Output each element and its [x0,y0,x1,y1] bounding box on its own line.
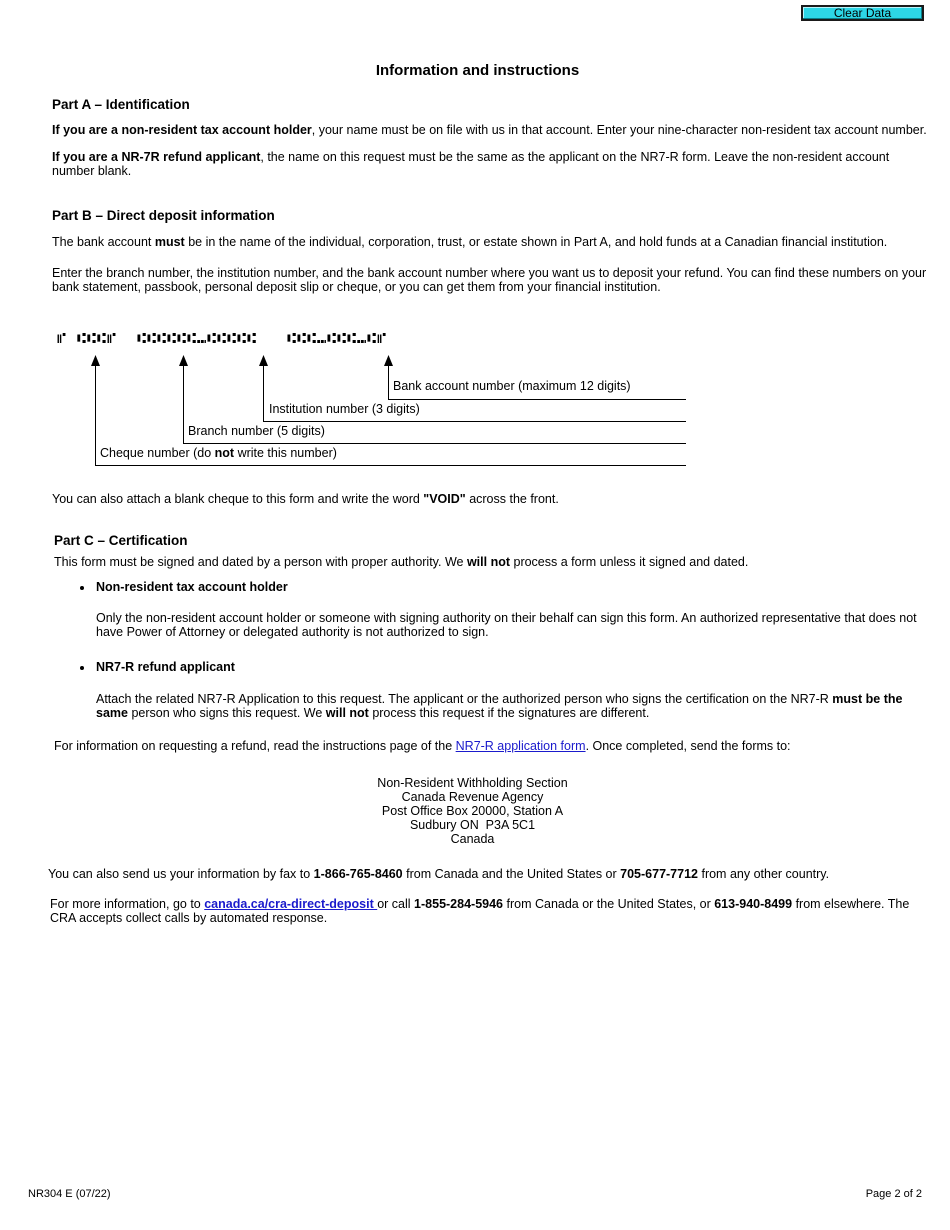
cheque-arrow-icon [91,355,100,366]
address-line: Canada [450,832,495,846]
institution-label: Institution number (3 digits) [269,402,420,416]
more-info: For more information, go to canada.ca/cra-direct-deposit or call 1-855-284-5946 from Canada or the United States, or 613-940-8499 from elsewhere. The CRA accepts collect calls by automated response. [50,897,910,925]
fax-info: You can also send us your information by fax to 1-866-765-8460 from Canada and the United States or 705-677-7712 from any other country. [48,867,830,881]
bullet-icon [80,666,84,670]
bullet-1-text: Only the non-resident account holder or someone with signing authority on their behalf can sign this form. An authorized representative that does not have Power of Attorney or delegated authority is not authorized to sign. [96,611,917,639]
cheque-number-label: Cheque number (do not write this number) [100,446,337,460]
page-number: Page 2 of 2 [865,1188,922,1200]
form-identifier: NR304 E (07/22) [28,1188,111,1200]
address-line: Sudbury ON P3A 5C1 [409,818,536,832]
part-b-paragraph-2: Enter the branch number, the institution number, and the bank account number where you want us to deposit your refund. You can find these numbers on your bank statement, passbook, personal deposit slip or cheque, or you can get them from your financial institution. [52,266,927,294]
branch-arrow-icon [179,355,188,366]
part-c-heading: Part C – Certification [54,533,188,548]
part-c-intro: This form must be signed and dated by a person with proper authority. We will not process a form unless it signed and dated. [54,555,749,569]
part-a-paragraph-1: If you are a non-resident tax account holder, your name must be on file with us in that account. Enter your nine-character non-resident tax account number. [52,123,927,137]
address-line: Non-Resident Withholding Section [377,776,568,790]
account-arrow-icon [384,355,393,366]
institution-arrow-icon [259,355,268,366]
micr-line: ⑈ ⑆⑆⑆⑈ ⑆⑆⑆⑆⑆⑆⑉⑆⑆⑆⑆⑆ ⑆⑆⑆⑉⑆⑆⑆⑉⑆⑈ [57,329,388,347]
bullet-icon [80,586,84,590]
part-b-paragraph-1: The bank account must be in the name of the individual, corporation, trust, or estate shown in Part A, and hold funds at a Canadian financial institution. [52,235,888,249]
address-line: Post Office Box 20000, Station A [381,804,564,818]
clear-data-button[interactable]: Clear Data [801,5,924,21]
bank-account-label: Bank account number (maximum 12 digits) [393,379,631,393]
address-line: Canada Revenue Agency [401,790,544,804]
part-a-heading: Part A – Identification [52,97,190,112]
refund-info: For information on requesting a refund, read the instructions page of the NR7-R application form. Once completed, send the forms to: [54,739,791,753]
bullet-1-title: Non-resident tax account holder [96,580,288,594]
direct-deposit-link[interactable]: canada.ca/cra-direct-deposit [204,897,378,911]
page-title: Information and instructions [375,62,580,79]
bullet-2-title: NR7-R refund applicant [96,660,235,674]
void-cheque-note: You can also attach a blank cheque to this form and write the word "VOID" across the front. [52,492,559,506]
nr7r-application-link[interactable]: NR7-R application form [455,739,586,753]
part-b-heading: Part B – Direct deposit information [52,208,275,223]
part-a-paragraph-2: If you are a NR-7R refund applicant, the name on this request must be the same as the applicant on the NR7-R form. Leave the non-resident account number blank. [52,150,890,178]
bullet-2-text: Attach the related NR7-R Application to this request. The applicant or the authorized person who signs the certification on the NR7-R must be the same person who signs this request. We will not process this request if the signatures are different. [96,692,903,720]
branch-label: Branch number (5 digits) [188,424,325,438]
mailing-address [0,776,945,846]
